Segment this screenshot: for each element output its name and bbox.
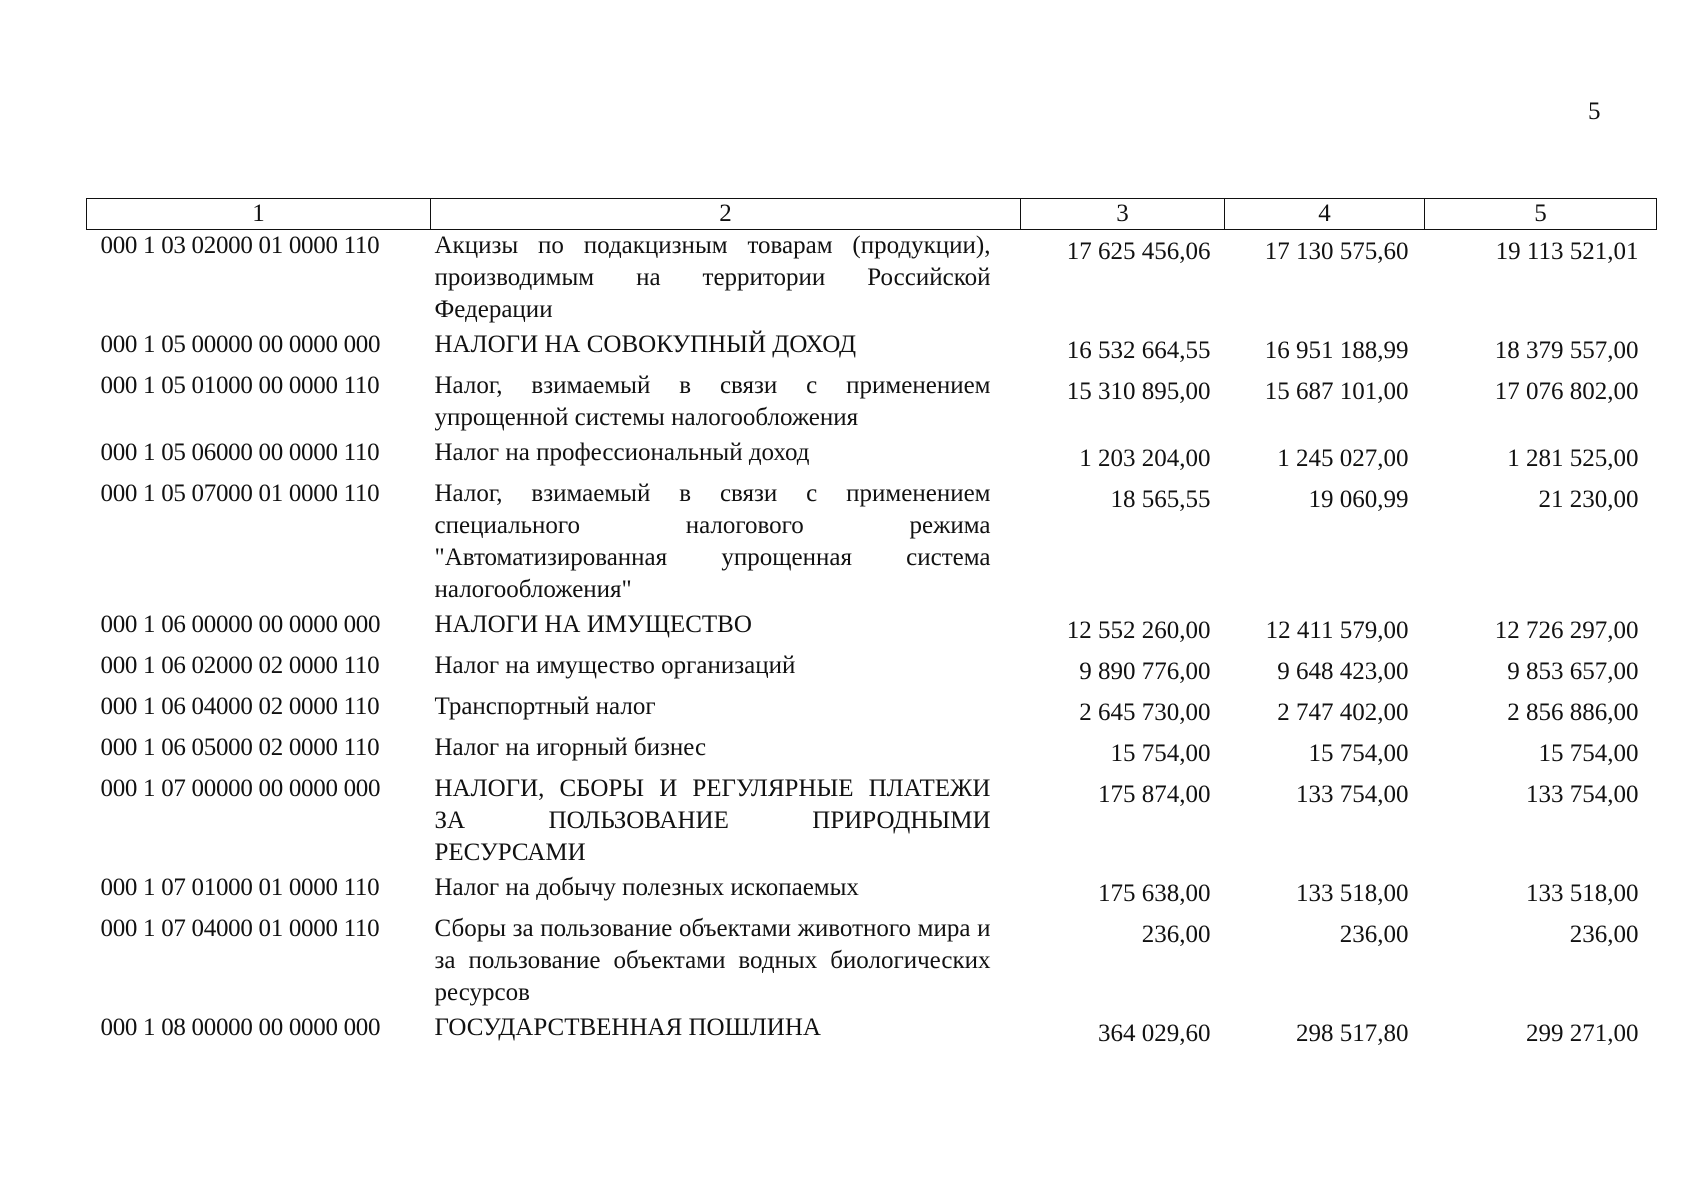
amount-col4-cell: 133 518,00 [1296,880,1409,907]
budget-code-cell: 000 1 06 04000 02 0000 110 [100,693,380,720]
amount-col5-cell: 299 271,00 [1526,1020,1639,1047]
revenue-name-cell: Налог на добычу полезных ископаемых [434,874,859,901]
budget-code-cell: 000 1 03 02000 01 0000 110 [100,232,380,259]
amount-col4-cell: 236,00 [1339,921,1409,948]
header-row [87,199,1657,230]
amount-col5-cell: 18 379 557,00 [1494,337,1639,364]
revenue-name-cell: НАЛОГИ НА ИМУЩЕСТВО [434,611,752,638]
revenue-name-cell: Налог на профессиональный доход [434,439,810,466]
revenue-name-cell: Сборы за пользование объектами животного мира и за пользование объектами водных биологических ресурсов [434,915,991,1006]
budget-code-cell: 000 1 06 05000 02 0000 110 [100,734,380,761]
amount-col4-cell: 17 130 575,60 [1264,238,1409,265]
amount-col4-cell: 9 648 423,00 [1277,658,1409,685]
amount-col3-cell: 18 565,55 [1110,486,1211,513]
budget-code-cell: 000 1 05 07000 01 0000 110 [100,480,380,507]
revenue-name-cell: Транспортный налог [434,693,656,720]
revenue-name-cell: Налог, взимаемый в связи с применением упрощенной системы налогообложения [434,372,991,431]
amount-col3-cell: 175 874,00 [1098,781,1211,808]
amount-col5-cell: 9 853 657,00 [1507,658,1639,685]
amount-col4-cell: 15 687 101,00 [1264,378,1409,405]
amount-col5-cell: 19 113 521,01 [1495,238,1639,265]
table-row [87,437,1657,478]
revenue-name-cell: НАЛОГИ, СБОРЫ И РЕГУЛЯРНЫЕ ПЛАТЕЖИ ЗА ПОЛЬЗОВАНИЕ ПРИРОДНЫМИ РЕСУРСАМИ [434,775,991,866]
amount-col4-cell: 16 951 188,99 [1264,337,1409,364]
amount-col5-cell: 17 076 802,00 [1494,378,1639,405]
table-row [87,872,1657,913]
table-row [87,370,1657,437]
budget-code-cell: 000 1 05 00000 00 0000 000 [100,331,381,358]
table-body [87,230,1657,1054]
budget-code-cell: 000 1 08 00000 00 0000 000 [100,1014,381,1041]
amount-col4-cell: 19 060,99 [1308,486,1409,513]
amount-col4-cell: 298 517,80 [1296,1020,1409,1047]
page-number: 5 [1588,98,1601,125]
column-header-2: 2 [431,199,1021,230]
amount-col5-cell: 133 518,00 [1526,880,1639,907]
amount-col5-cell: 12 726 297,00 [1494,617,1639,644]
budget-code-cell: 000 1 07 04000 01 0000 110 [100,915,380,942]
amount-col5-cell: 236,00 [1569,921,1639,948]
budget-revenue-table [86,198,1657,1053]
table-row [87,1012,1657,1053]
revenue-name-cell: Акцизы по подакцизным товарам (продукции), производимым на территории Российской Федерации [434,232,991,323]
amount-col3-cell: 1 203 204,00 [1079,445,1211,472]
budget-code-cell: 000 1 07 00000 00 0000 000 [100,775,381,802]
column-header-5: 5 [1425,199,1657,230]
amount-col5-cell: 1 281 525,00 [1507,445,1639,472]
table-row [87,230,1657,330]
table-row [87,732,1657,773]
amount-col4-cell: 15 754,00 [1308,740,1409,767]
revenue-name-cell: НАЛОГИ НА СОВОКУПНЫЙ ДОХОД [434,331,857,358]
amount-col3-cell: 12 552 260,00 [1066,617,1211,644]
amount-col5-cell: 133 754,00 [1526,781,1639,808]
amount-col4-cell: 1 245 027,00 [1277,445,1409,472]
amount-col3-cell: 15 754,00 [1110,740,1211,767]
revenue-name-cell: Налог на игорный бизнес [434,734,707,761]
table-header [87,199,1657,230]
budget-code-cell: 000 1 06 00000 00 0000 000 [100,611,381,638]
budget-code-cell: 000 1 05 06000 00 0000 110 [100,439,380,466]
amount-col4-cell: 2 747 402,00 [1277,699,1409,726]
revenue-name-cell: Налог, взимаемый в связи с применением специального налогового режима "Автоматизированная упрощенная система налогообложения" [434,480,991,603]
table-row [87,329,1657,370]
table-row [87,691,1657,732]
amount-col3-cell: 16 532 664,55 [1066,337,1211,364]
amount-col5-cell: 2 856 886,00 [1507,699,1639,726]
table-row [87,609,1657,650]
table-row [87,773,1657,872]
revenue-name-cell: ГОСУДАРСТВЕННАЯ ПОШЛИНА [434,1014,821,1041]
column-header-1: 1 [87,199,431,230]
amount-col3-cell: 17 625 456,06 [1066,238,1211,265]
column-header-4: 4 [1225,199,1425,230]
table-row [87,650,1657,691]
budget-code-cell: 000 1 06 02000 02 0000 110 [100,652,380,679]
budget-code-cell: 000 1 07 01000 01 0000 110 [100,874,380,901]
amount-col3-cell: 2 645 730,00 [1079,699,1211,726]
table-row [87,478,1657,609]
budget-code-cell: 000 1 05 01000 00 0000 110 [100,372,380,399]
amount-col3-cell: 15 310 895,00 [1066,378,1211,405]
amount-col4-cell: 12 411 579,00 [1265,617,1409,644]
amount-col5-cell: 15 754,00 [1538,740,1639,767]
amount-col3-cell: 236,00 [1141,921,1211,948]
revenue-name-cell: Налог на имущество организаций [434,652,796,679]
amount-col3-cell: 364 029,60 [1098,1020,1211,1047]
amount-col4-cell: 133 754,00 [1296,781,1409,808]
amount-col5-cell: 21 230,00 [1538,486,1639,513]
table-row [87,913,1657,1012]
column-header-3: 3 [1021,199,1225,230]
amount-col3-cell: 175 638,00 [1098,880,1211,907]
amount-col3-cell: 9 890 776,00 [1079,658,1211,685]
